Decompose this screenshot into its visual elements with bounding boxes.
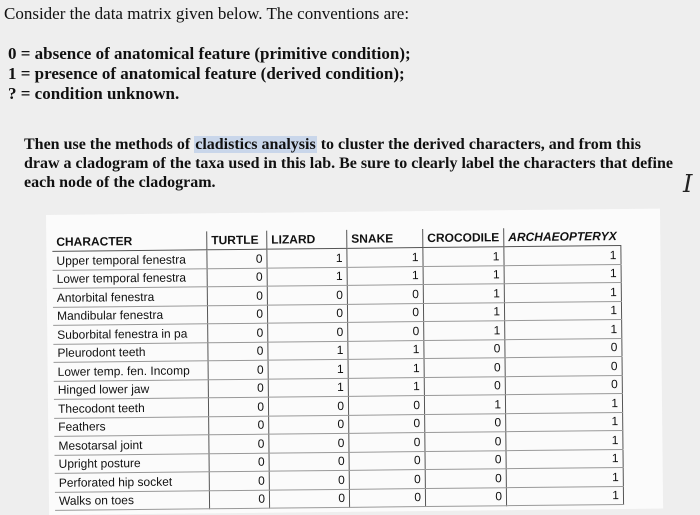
value-cell: 1 [423,265,504,284]
value-cell: 0 [209,434,269,453]
value-cell: 0 [207,286,267,305]
value-cell: 0 [505,356,622,376]
highlighted-text-selection[interactable]: cladistics analysis [195,136,316,153]
character-name-cell: Lower temporal fenestra [53,268,208,288]
value-cell: 1 [348,359,424,378]
value-cell: 0 [348,322,424,341]
value-cell: 0 [267,285,347,304]
value-cell: 1 [423,247,504,266]
character-name-cell: Hinged lower jaw [54,379,209,399]
value-cell: 0 [425,469,506,488]
value-cell: 0 [424,339,505,358]
value-cell: 1 [267,248,347,267]
character-name-cell: Upright posture [55,453,210,473]
character-name-cell: Upper temporal fenestra [52,250,207,270]
character-name-cell: Mandibular fenestra [53,305,208,325]
value-cell: 1 [348,377,424,396]
value-cell: 1 [504,264,621,284]
value-cell: 1 [424,395,505,414]
value-cell: 0 [268,396,348,415]
value-cell: 0 [425,487,506,506]
value-cell: 0 [209,471,269,490]
value-cell: 0 [269,415,349,434]
character-name-cell: Mesotarsal joint [54,435,209,455]
value-cell: 0 [347,285,423,304]
conventions-list [8,44,411,104]
instructions-heading [4,4,644,24]
convention-absence: 0 = absence of anatomical feature (primitive condition); [8,44,411,63]
value-cell: 1 [504,301,621,321]
value-cell: 0 [208,360,268,379]
value-cell: 1 [267,267,347,286]
value-cell: 0 [208,397,268,416]
task-text-part1: Then use the methods of [24,136,191,153]
character-name-cell: Antorbital fenestra [53,287,208,307]
value-cell: 0 [207,305,267,324]
data-matrix-table [52,227,624,511]
intro-line: Consider the data matrix given below. The conventions are: [4,4,410,23]
value-cell: 1 [506,449,623,469]
value-cell: 0 [207,268,267,287]
value-cell: 0 [349,488,425,507]
value-cell: 1 [505,393,622,413]
value-cell: 0 [505,338,622,358]
character-name-cell: Pleurodont teeth [53,342,208,362]
value-cell: 0 [208,342,268,361]
value-cell: 1 [347,248,423,267]
character-name-cell: Feathers [54,416,209,436]
value-cell: 1 [504,282,621,302]
value-cell: 0 [349,451,425,470]
value-cell: 1 [505,319,622,339]
value-cell: 0 [349,470,425,489]
header-crocodile: CROCODILE [423,228,504,247]
value-cell: 0 [269,489,349,508]
header-lizard: LIZARD [267,230,347,249]
convention-unknown: ? = condition unknown. [8,84,180,103]
convention-presence: 1 = presence of anatomical feature (derived condition); [8,64,405,83]
value-cell: 0 [267,304,347,323]
value-cell: 0 [425,413,506,432]
value-cell: 1 [423,284,504,303]
value-cell: 0 [209,416,269,435]
table-body [52,245,623,510]
data-matrix-sheet [46,209,663,515]
value-cell: 1 [268,359,348,378]
header-archaeopteryx: ARCHAEOPTERYX [504,227,621,247]
value-cell: 0 [349,433,425,452]
value-cell: 1 [423,302,504,321]
character-name-cell: Walks on toes [55,490,210,510]
text-cursor-icon: I [683,170,693,198]
value-cell: 0 [207,249,267,268]
task-instructions [24,135,674,192]
value-cell: 0 [347,303,423,322]
value-cell: 0 [349,414,425,433]
character-name-cell: Lower temp. fen. Incomp [54,361,209,381]
character-name-cell: Perforated hip socket [55,472,210,492]
value-cell: 0 [505,375,622,395]
value-cell: 1 [506,467,623,487]
value-cell: 1 [506,486,623,506]
value-cell: 1 [424,321,505,340]
value-cell: 0 [208,323,268,342]
value-cell: 0 [348,396,424,415]
value-cell: 1 [268,341,348,360]
character-name-cell: Suborbital fenestra in pa [53,324,208,344]
value-cell: 0 [424,358,505,377]
value-cell: 0 [269,452,349,471]
value-cell: 1 [348,340,424,359]
value-cell: 0 [425,450,506,469]
value-cell: 1 [268,378,348,397]
header-turtle: TURTLE [207,231,267,250]
value-cell: 0 [269,470,349,489]
value-cell: 0 [269,433,349,452]
value-cell: 0 [209,453,269,472]
value-cell: 0 [424,376,505,395]
value-cell: 0 [208,379,268,398]
header-snake: SNAKE [347,229,423,248]
value-cell: 1 [506,412,623,432]
value-cell: 0 [209,490,269,509]
value-cell: 0 [268,322,348,341]
task-text-part2: to cluster the derived characters, and from this draw a cladogram of the taxa used in this lab. Be sure to clearly label the characters that define each node of the cladogram. [24,136,673,191]
value-cell: 1 [504,245,621,265]
header-character: CHARACTER [52,231,207,251]
value-cell: 0 [425,432,506,451]
value-cell: 1 [506,430,623,450]
character-name-cell: Thecodont teeth [54,398,209,418]
value-cell: 1 [347,266,423,285]
